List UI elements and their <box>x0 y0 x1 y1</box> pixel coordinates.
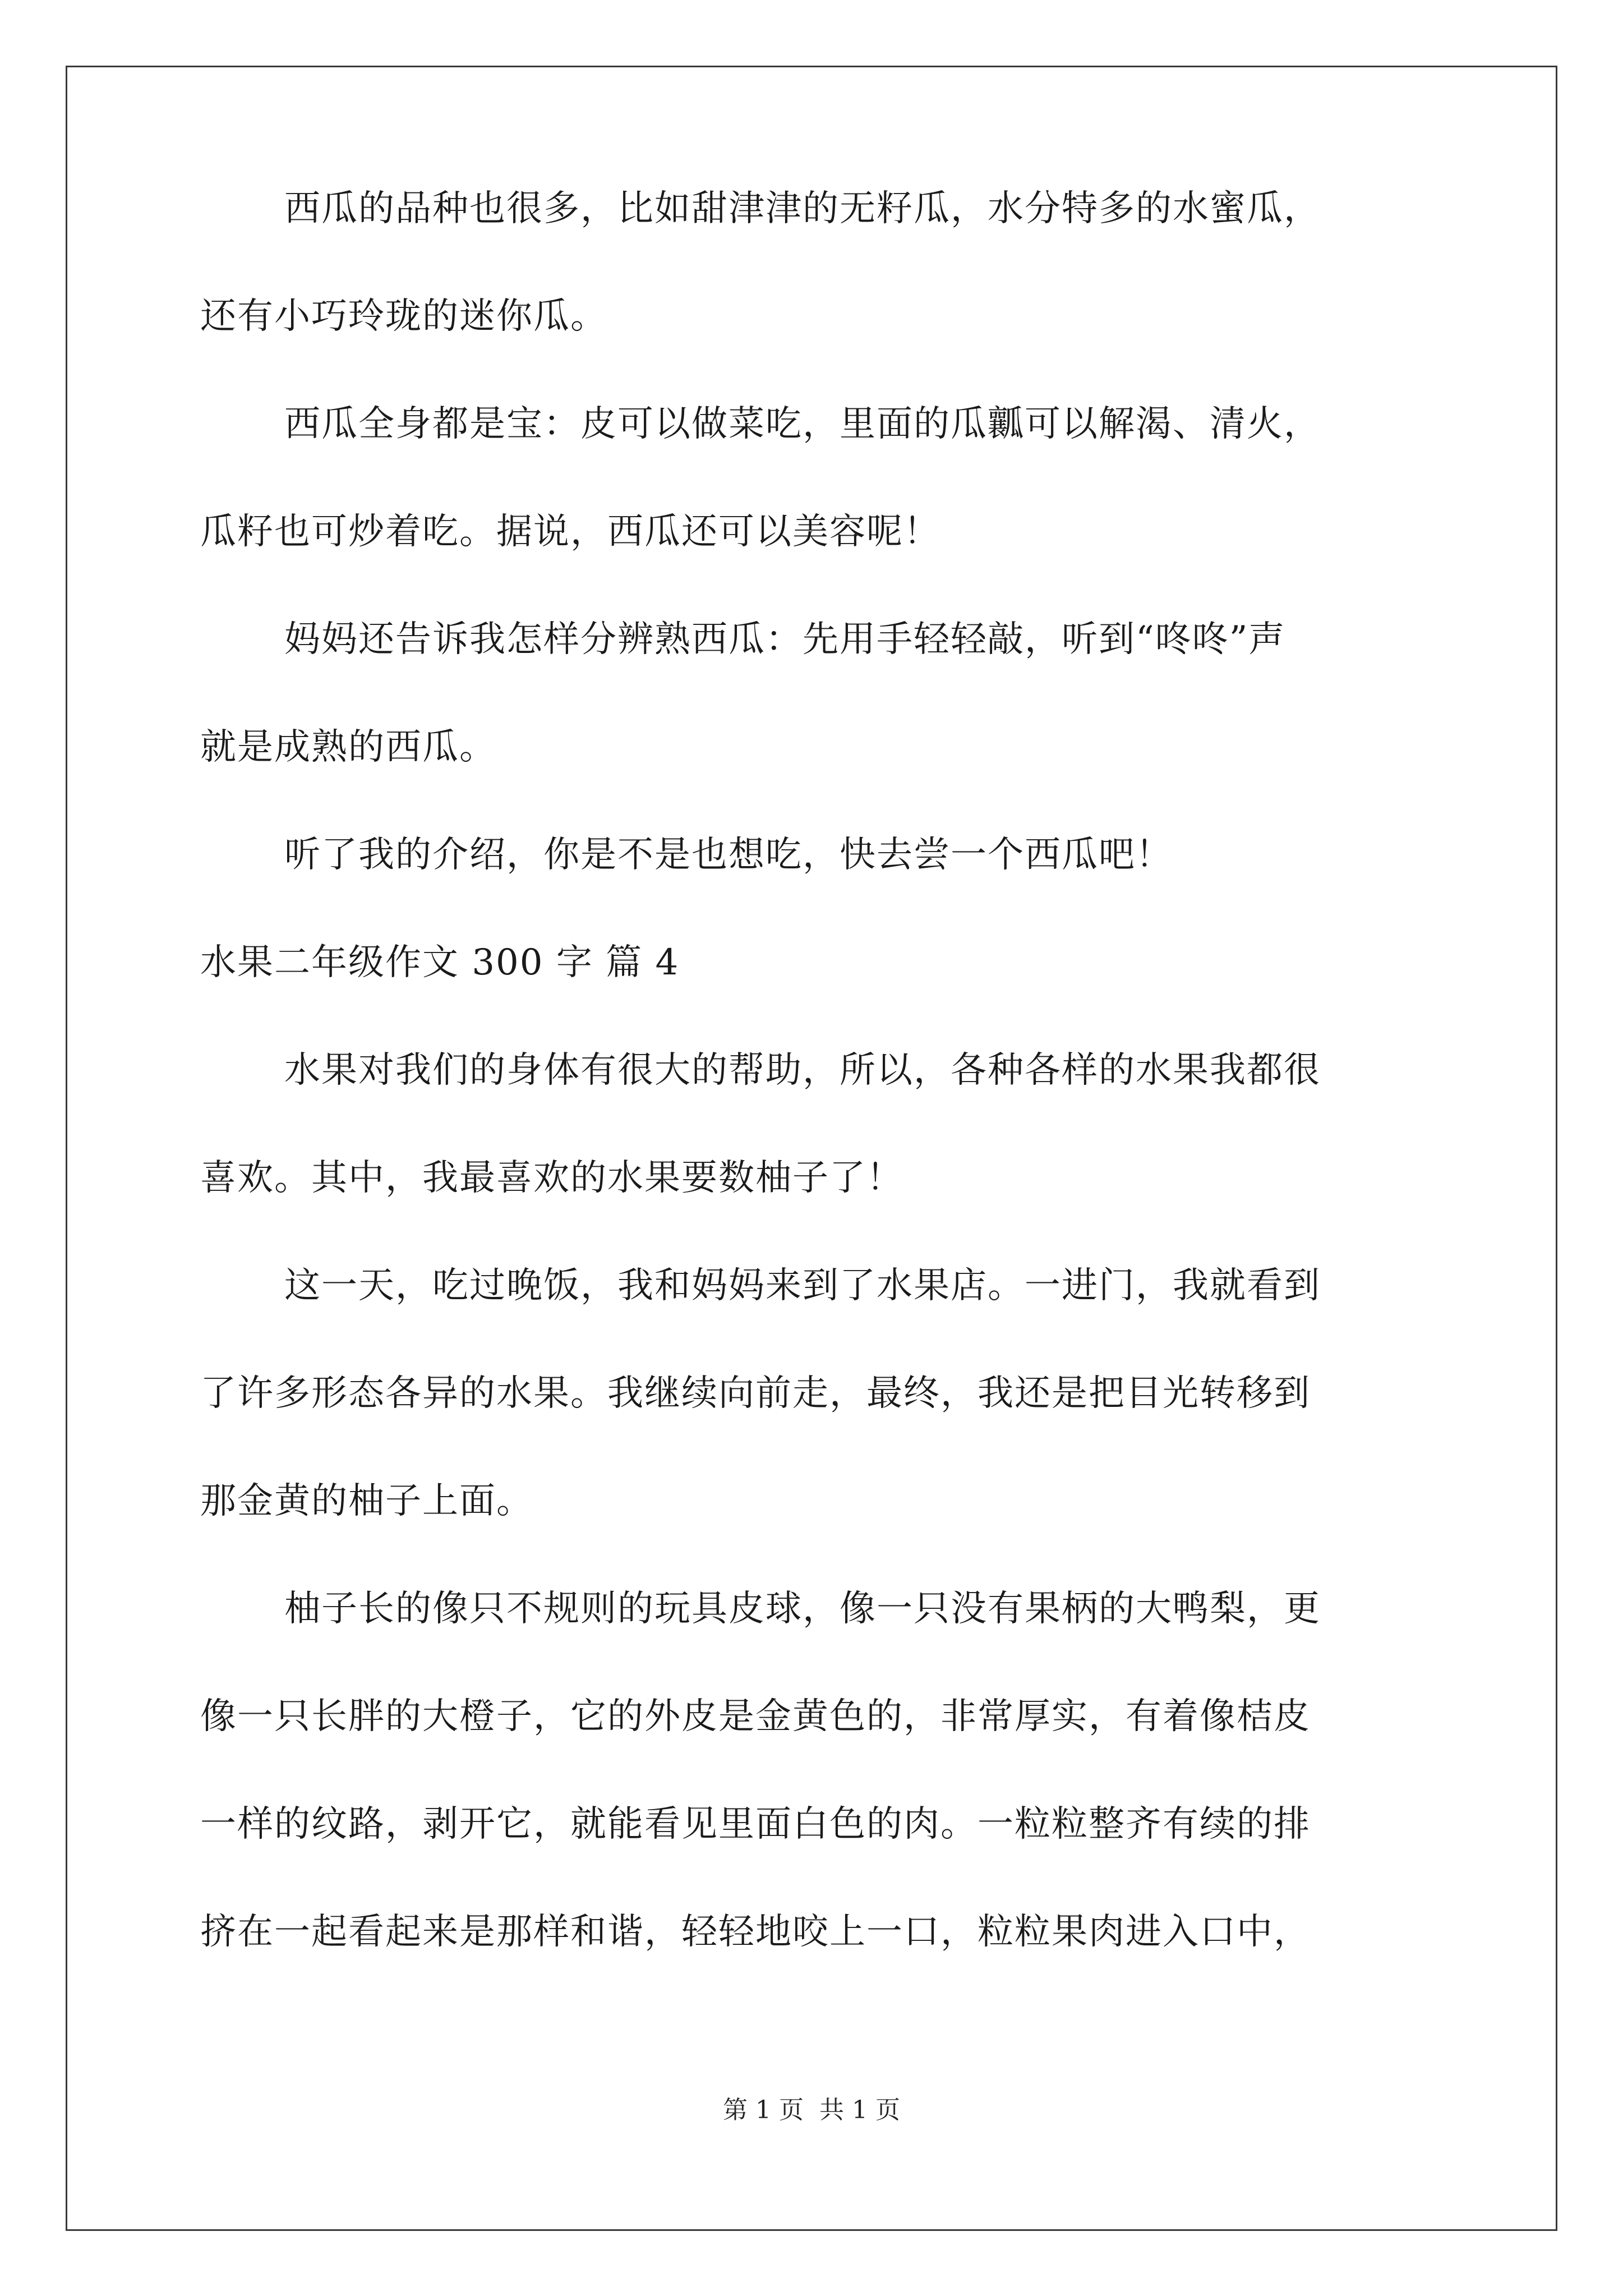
text-line: 水果对我们的身体有很大的帮助，所以，各种各样的水果我都很 <box>284 1050 1321 1091</box>
text-line: 这一天，吃过晚饭，我和妈妈来到了水果店。一进门，我就看到 <box>284 1265 1321 1306</box>
section-heading: 水果二年级作文 300 字 篇 4 <box>200 942 680 983</box>
text-line: 西瓜全身都是宝：皮可以做菜吃，里面的瓜瓤可以解渴、清火， <box>284 403 1321 445</box>
document-body <box>200 188 1434 2022</box>
text-line: 那金黄的柚子上面。 <box>200 1480 533 1522</box>
text-line: 了许多形态各异的水果。我继续向前走，最终，我还是把目光转移到 <box>200 1373 1311 1414</box>
text-line: 瓜籽也可炒着吃。据说，西瓜还可以美容呢！ <box>200 511 940 553</box>
page-total: 共 1 页 <box>819 2096 900 2124</box>
text-line: 西瓜的品种也很多，比如甜津津的无籽瓜，水分特多的水蜜瓜， <box>284 188 1321 229</box>
text-line: 喜欢。其中，我最喜欢的水果要数柚子了！ <box>200 1157 903 1199</box>
text-line: 挤在一起看起来是那样和谐，轻轻地咬上一口，粒粒果肉进入口中， <box>200 1911 1311 1953</box>
text-line: 妈妈还告诉我怎样分辨熟西瓜：先用手轻轻敲，听到“咚咚”声 <box>284 619 1286 660</box>
text-line: 还有小巧玲珑的迷你瓜。 <box>200 296 607 337</box>
page-number: 第 1 页 <box>723 2096 804 2124</box>
text-line: 就是成熟的西瓜。 <box>200 726 496 768</box>
text-line: 柚子长的像只不规则的玩具皮球，像一只没有果柄的大鸭梨，更 <box>284 1588 1321 1630</box>
text-line: 一样的纹路，剥开它，就能看见里面白色的肉。一粒粒整齐有续的排 <box>200 1803 1311 1845</box>
text-line: 听了我的介绍，你是不是也想吃，快去尝一个西瓜吧！ <box>284 834 1173 876</box>
text-line: 像一只长胖的大橙子，它的外皮是金黄色的，非常厚实，有着像桔皮 <box>200 1696 1311 1737</box>
page-footer <box>0 2098 1623 2123</box>
